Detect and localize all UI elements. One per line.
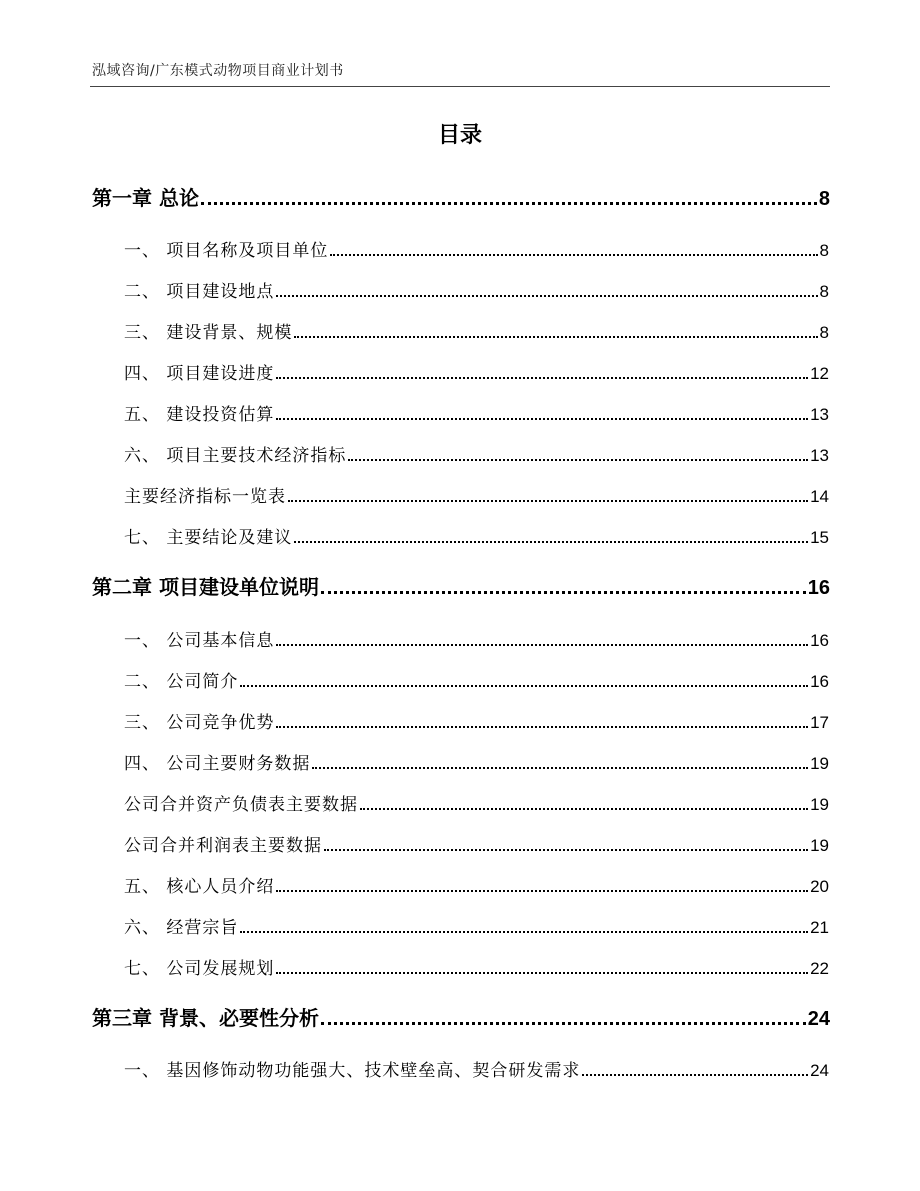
- toc-entry-section[interactable]: [124, 523, 829, 548]
- toc-entry-section[interactable]: [124, 626, 829, 651]
- toc-entry-label: 三、 建设背景、规模: [124, 323, 293, 343]
- toc-entry-page: 17: [810, 713, 829, 732]
- dot-leader: [321, 1022, 806, 1025]
- dot-leader: [276, 418, 808, 420]
- toc-entry-section[interactable]: [124, 318, 829, 343]
- toc-entry-chapter[interactable]: [92, 182, 830, 211]
- dot-leader: [276, 726, 808, 728]
- toc-entry-label: 一、 公司基本信息: [124, 631, 275, 651]
- dot-leader: [330, 254, 817, 256]
- toc-entry-section[interactable]: [124, 708, 829, 733]
- toc-entry-label: 六、 项目主要技术经济指标: [124, 446, 347, 466]
- dot-leader: [276, 377, 808, 379]
- toc-entry-label: 三、 公司竞争优势: [124, 713, 275, 733]
- toc-entry-page: 20: [810, 877, 829, 896]
- toc-entry-label: 主要经济指标一览表: [124, 487, 286, 507]
- toc-entry-page: 16: [810, 672, 829, 691]
- toc-entry-section[interactable]: [124, 277, 829, 302]
- toc-entry-page: 8: [819, 241, 829, 260]
- toc-entry-page: 13: [810, 405, 829, 424]
- toc-entry-section[interactable]: [124, 790, 829, 815]
- toc-entry-label: 公司合并利润表主要数据: [124, 836, 322, 856]
- toc-entry-page: 12: [810, 364, 829, 383]
- dot-leader: [276, 890, 808, 892]
- toc-entry-page: 19: [810, 836, 829, 855]
- toc-entry-label: 二、 项目建设地点: [124, 282, 275, 302]
- toc-entry-page: 14: [810, 487, 829, 506]
- toc-entry-label: 五、 核心人员介绍: [124, 877, 275, 897]
- toc-entry-label: 二、 公司简介: [124, 672, 239, 692]
- dot-leader: [276, 972, 808, 974]
- toc-entry-section[interactable]: [124, 359, 829, 384]
- toc-entry-page: 8: [819, 323, 829, 342]
- dot-leader: [348, 459, 808, 461]
- toc-entry-section[interactable]: [124, 667, 829, 692]
- dot-leader: [288, 500, 808, 502]
- toc-entry-page: 22: [810, 959, 829, 978]
- toc-entry-page: 19: [810, 754, 829, 773]
- toc-entry-label: 五、 建设投资估算: [124, 405, 275, 425]
- dot-leader: [276, 644, 808, 646]
- toc-entry-label: 六、 经营宗旨: [124, 918, 239, 938]
- toc-entry-label: 七、 公司发展规划: [124, 959, 275, 979]
- toc-entry-label: 一、 项目名称及项目单位: [124, 241, 329, 261]
- toc-entry-label: 公司合并资产负债表主要数据: [124, 795, 358, 815]
- dot-leader: [360, 808, 808, 810]
- toc-entry-section[interactable]: [124, 831, 829, 856]
- toc-entry-label: 四、 公司主要财务数据: [124, 754, 311, 774]
- toc-entry-page: 16: [807, 577, 830, 599]
- dot-leader: [240, 931, 808, 933]
- toc-entry-section[interactable]: [124, 236, 829, 261]
- dot-leader: [312, 767, 808, 769]
- toc-entry-label: 七、 主要结论及建议: [124, 528, 293, 548]
- toc-entry-page: 16: [810, 631, 829, 650]
- toc-entry-section[interactable]: [124, 872, 829, 897]
- toc-entry-section[interactable]: [124, 441, 829, 466]
- toc-entry-page: 19: [810, 795, 829, 814]
- dot-leader: [294, 336, 817, 338]
- toc-entry-page: 8: [819, 282, 829, 301]
- toc-entry-section[interactable]: [124, 482, 829, 507]
- toc-entry-page: 15: [810, 528, 829, 547]
- header-divider: [90, 86, 830, 87]
- toc-entry-section[interactable]: [124, 954, 829, 979]
- toc-entry-label: 一、 基因修饰动物功能强大、技术壁垒高、契合研发需求: [124, 1061, 581, 1081]
- toc-entry-label: 第二章 项目建设单位说明: [92, 575, 319, 599]
- toc-entry-page: 13: [810, 446, 829, 465]
- dot-leader: [324, 849, 808, 851]
- toc-entry-label: 第一章 总论: [92, 186, 199, 210]
- toc-entry-section[interactable]: [124, 749, 829, 774]
- running-header: 泓域咨询/广东模式动物项目商业计划书: [92, 63, 344, 79]
- toc-entry-page: 24: [810, 1061, 829, 1080]
- toc-entry-label: 四、 项目建设进度: [124, 364, 275, 384]
- page-title: 目录: [437, 123, 482, 148]
- dot-leader: [240, 685, 808, 687]
- toc-entry-page: 24: [807, 1008, 830, 1030]
- toc-entry-page: 21: [810, 918, 829, 937]
- toc-entry-section[interactable]: [124, 913, 829, 938]
- dot-leader: [294, 541, 808, 543]
- toc-entry-section[interactable]: [124, 400, 829, 425]
- toc-entry-label: 第三章 背景、必要性分析: [92, 1006, 319, 1030]
- toc-entry-section[interactable]: [124, 1056, 829, 1081]
- toc-entry-chapter[interactable]: [92, 1002, 830, 1031]
- toc-entry-chapter[interactable]: [92, 571, 830, 600]
- dot-leader: [276, 295, 817, 297]
- toc-entry-page: 8: [818, 188, 830, 210]
- dot-leader: [582, 1074, 808, 1076]
- dot-leader: [201, 202, 817, 205]
- dot-leader: [321, 591, 806, 594]
